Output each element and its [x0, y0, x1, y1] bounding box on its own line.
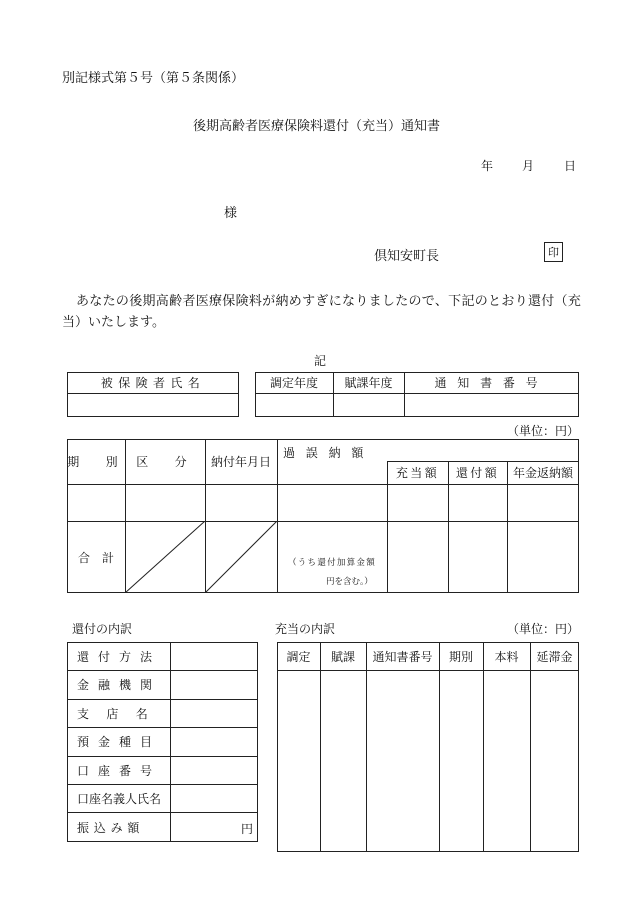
deposit-type-label: 預金種目	[77, 735, 162, 749]
form-reference: 別記様式第５号（第５条関係）	[62, 71, 245, 86]
issuer-name: 倶知安町長	[374, 249, 440, 264]
refund-amount-header: 還付額	[455, 466, 500, 480]
alloc-late-fee-header: 延滞金	[536, 649, 573, 664]
alloc-assessment-header: 調定	[286, 649, 311, 664]
yen-unit: 円	[241, 822, 254, 836]
allocation-amount-header: 充当額	[395, 466, 440, 480]
date-month-label: 月	[522, 159, 535, 173]
date-year-label: 年	[481, 159, 494, 173]
account-holder-label: 口座名義人氏名	[77, 791, 162, 806]
bank-label: 金融機関	[77, 678, 162, 692]
transfer-amount-label: 振込み額	[77, 820, 145, 835]
total-diagonals	[125, 521, 277, 593]
notice-line-1: あなたの後期高齢者医療保険料が納めすぎになりましたので、下記のとおり還付（充	[76, 294, 582, 309]
seal-label: 印	[548, 246, 559, 259]
branch-label: 支店名	[77, 706, 166, 721]
refund-method-label: 還付方法	[77, 649, 162, 664]
kibetsu-header: 期 別	[67, 455, 125, 469]
date-day-label: 日	[564, 159, 577, 173]
table2-unit: （単位：円）	[507, 424, 580, 438]
refund-breakdown-title: 還付の内訳	[72, 622, 133, 636]
allocation-breakdown-title: 充当の内訳	[275, 622, 336, 636]
addressee-suffix: 様	[224, 206, 238, 221]
kubun-header: 区 分	[136, 455, 194, 469]
assessment-year-header: 調定年度	[269, 376, 318, 390]
pension-return-header: 年金返納額	[512, 466, 573, 480]
allocation-breakdown-table	[277, 642, 579, 852]
ki-label: 記	[314, 354, 327, 368]
alloc-period-header: 期別	[448, 649, 473, 664]
overpayment-header: 過誤納額	[283, 446, 375, 460]
account-number-label: 口座番号	[77, 763, 162, 778]
payment-date-header: 納付年月日	[210, 455, 271, 469]
insured-name-header: 被保険者氏名	[100, 376, 206, 390]
alloc-levy-header: 賦課	[330, 649, 355, 664]
total-label: 合 計	[77, 550, 114, 565]
additional-interest-note-1: （うち還付加算金額	[288, 558, 376, 568]
seal-box	[544, 242, 563, 262]
insured-name-value[interactable]	[67, 394, 239, 417]
notice-line-2: 当）いたします。	[62, 315, 165, 330]
allocation-unit: （単位：円）	[507, 622, 580, 636]
levy-year-header: 賦課年度	[344, 376, 393, 390]
notice-number-header: 通知書番号	[434, 376, 549, 390]
additional-interest-note-2: 円を含む。）	[326, 577, 373, 587]
alloc-notice-number-header: 通知書番号	[372, 649, 433, 664]
alloc-principal-header: 本料	[494, 649, 519, 664]
document-title: 後期高齢者医療保険料還付（充当）通知書	[193, 119, 441, 134]
